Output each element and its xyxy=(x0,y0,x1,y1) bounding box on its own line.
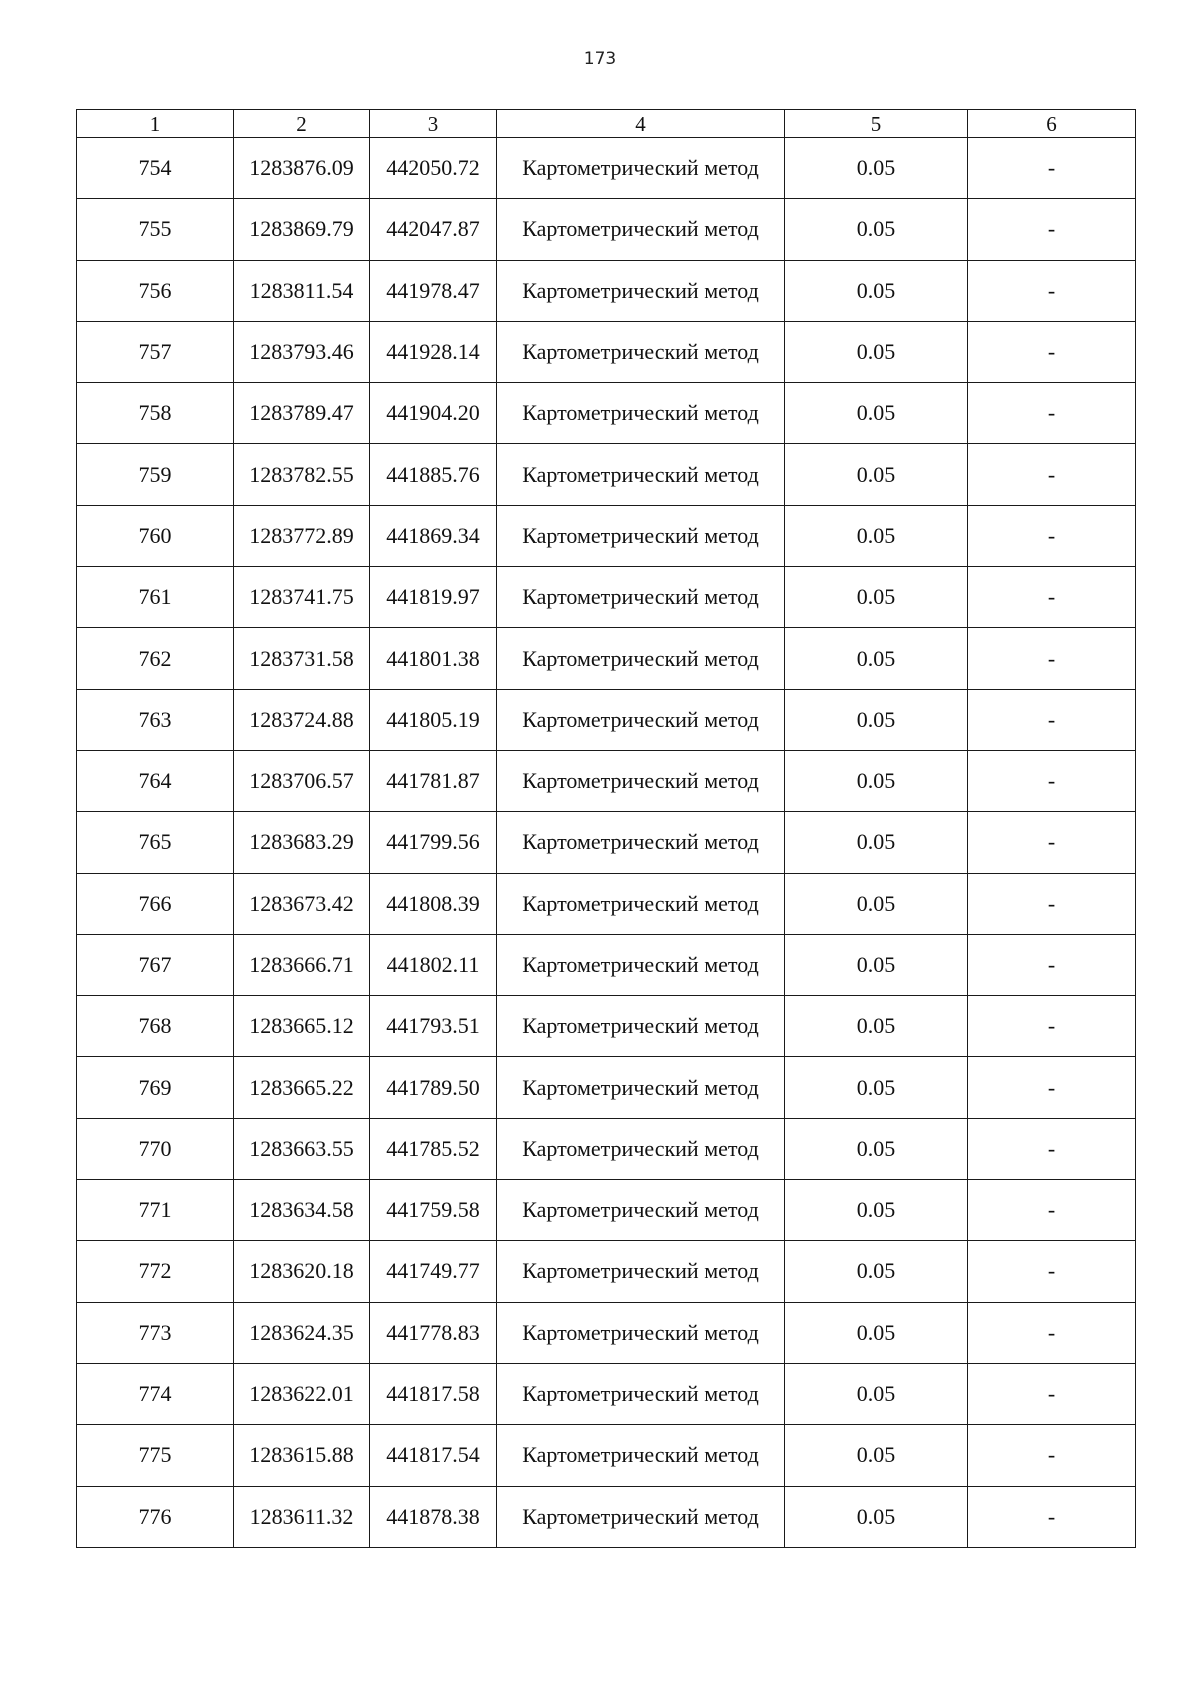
method-cell: Картометрический метод xyxy=(497,321,785,382)
accuracy-cell: 0.05 xyxy=(785,383,968,444)
point-number-cell: 764 xyxy=(77,750,234,811)
y-coordinate-cell: 441793.51 xyxy=(370,996,497,1057)
table-row xyxy=(77,689,1136,750)
note-cell: - xyxy=(968,628,1136,689)
point-number-cell: 771 xyxy=(77,1180,234,1241)
y-coordinate-cell: 441749.77 xyxy=(370,1241,497,1302)
point-number-cell: 772 xyxy=(77,1241,234,1302)
y-coordinate-cell: 441789.50 xyxy=(370,1057,497,1118)
y-coordinate-cell: 441819.97 xyxy=(370,567,497,628)
y-coordinate-cell: 442047.87 xyxy=(370,199,497,260)
accuracy-cell: 0.05 xyxy=(785,1180,968,1241)
accuracy-cell: 0.05 xyxy=(785,567,968,628)
accuracy-cell: 0.05 xyxy=(785,199,968,260)
point-number-cell: 765 xyxy=(77,812,234,873)
note-cell: - xyxy=(968,1302,1136,1363)
x-coordinate-cell: 1283665.22 xyxy=(234,1057,370,1118)
accuracy-cell: 0.05 xyxy=(785,996,968,1057)
table-row xyxy=(77,505,1136,566)
table-row xyxy=(77,1302,1136,1363)
y-coordinate-cell: 441801.38 xyxy=(370,628,497,689)
point-number-cell: 757 xyxy=(77,321,234,382)
table-body xyxy=(77,138,1136,1548)
y-coordinate-cell: 441785.52 xyxy=(370,1118,497,1179)
x-coordinate-cell: 1283615.88 xyxy=(234,1425,370,1486)
y-coordinate-cell: 441978.47 xyxy=(370,260,497,321)
x-coordinate-cell: 1283741.75 xyxy=(234,567,370,628)
method-cell: Картометрический метод xyxy=(497,260,785,321)
y-coordinate-cell: 441778.83 xyxy=(370,1302,497,1363)
accuracy-cell: 0.05 xyxy=(785,321,968,382)
y-coordinate-cell: 441904.20 xyxy=(370,383,497,444)
y-coordinate-cell: 441869.34 xyxy=(370,505,497,566)
method-cell: Картометрический метод xyxy=(497,873,785,934)
header-col-6: 6 xyxy=(968,110,1136,138)
table-row xyxy=(77,1057,1136,1118)
method-cell: Картометрический метод xyxy=(497,1241,785,1302)
note-cell: - xyxy=(968,321,1136,382)
method-cell: Картометрический метод xyxy=(497,750,785,811)
header-col-5: 5 xyxy=(785,110,968,138)
note-cell: - xyxy=(968,812,1136,873)
method-cell: Картометрический метод xyxy=(497,812,785,873)
table-row xyxy=(77,138,1136,199)
method-cell: Картометрический метод xyxy=(497,1486,785,1547)
x-coordinate-cell: 1283624.35 xyxy=(234,1302,370,1363)
method-cell: Картометрический метод xyxy=(497,996,785,1057)
point-number-cell: 756 xyxy=(77,260,234,321)
note-cell: - xyxy=(968,260,1136,321)
x-coordinate-cell: 1283772.89 xyxy=(234,505,370,566)
note-cell: - xyxy=(968,873,1136,934)
point-number-cell: 763 xyxy=(77,689,234,750)
method-cell: Картометрический метод xyxy=(497,689,785,750)
x-coordinate-cell: 1283724.88 xyxy=(234,689,370,750)
method-cell: Картометрический метод xyxy=(497,628,785,689)
accuracy-cell: 0.05 xyxy=(785,1363,968,1424)
point-number-cell: 774 xyxy=(77,1363,234,1424)
table-row xyxy=(77,750,1136,811)
y-coordinate-cell: 441799.56 xyxy=(370,812,497,873)
method-cell: Картометрический метод xyxy=(497,199,785,260)
note-cell: - xyxy=(968,199,1136,260)
accuracy-cell: 0.05 xyxy=(785,260,968,321)
table-row xyxy=(77,1180,1136,1241)
point-number-cell: 776 xyxy=(77,1486,234,1547)
method-cell: Картометрический метод xyxy=(497,505,785,566)
point-number-cell: 769 xyxy=(77,1057,234,1118)
accuracy-cell: 0.05 xyxy=(785,1425,968,1486)
header-col-2: 2 xyxy=(234,110,370,138)
method-cell: Картометрический метод xyxy=(497,1363,785,1424)
y-coordinate-cell: 441817.58 xyxy=(370,1363,497,1424)
method-cell: Картометрический метод xyxy=(497,1302,785,1363)
table-row xyxy=(77,567,1136,628)
point-number-cell: 768 xyxy=(77,996,234,1057)
accuracy-cell: 0.05 xyxy=(785,873,968,934)
y-coordinate-cell: 441802.11 xyxy=(370,934,497,995)
note-cell: - xyxy=(968,1486,1136,1547)
table-row xyxy=(77,996,1136,1057)
accuracy-cell: 0.05 xyxy=(785,628,968,689)
point-number-cell: 758 xyxy=(77,383,234,444)
x-coordinate-cell: 1283811.54 xyxy=(234,260,370,321)
table-row xyxy=(77,812,1136,873)
method-cell: Картометрический метод xyxy=(497,567,785,628)
x-coordinate-cell: 1283622.01 xyxy=(234,1363,370,1424)
accuracy-cell: 0.05 xyxy=(785,689,968,750)
note-cell: - xyxy=(968,1241,1136,1302)
table-row xyxy=(77,1486,1136,1547)
method-cell: Картометрический метод xyxy=(497,934,785,995)
x-coordinate-cell: 1283683.29 xyxy=(234,812,370,873)
point-number-cell: 770 xyxy=(77,1118,234,1179)
accuracy-cell: 0.05 xyxy=(785,138,968,199)
x-coordinate-cell: 1283706.57 xyxy=(234,750,370,811)
y-coordinate-cell: 441808.39 xyxy=(370,873,497,934)
table-row xyxy=(77,628,1136,689)
accuracy-cell: 0.05 xyxy=(785,1241,968,1302)
point-number-cell: 761 xyxy=(77,567,234,628)
note-cell: - xyxy=(968,567,1136,628)
note-cell: - xyxy=(968,138,1136,199)
method-cell: Картометрический метод xyxy=(497,1425,785,1486)
header-col-3: 3 xyxy=(370,110,497,138)
note-cell: - xyxy=(968,1363,1136,1424)
method-cell: Картометрический метод xyxy=(497,444,785,505)
table-row xyxy=(77,873,1136,934)
note-cell: - xyxy=(968,1180,1136,1241)
accuracy-cell: 0.05 xyxy=(785,444,968,505)
point-number-cell: 775 xyxy=(77,1425,234,1486)
header-col-4: 4 xyxy=(497,110,785,138)
y-coordinate-cell: 441885.76 xyxy=(370,444,497,505)
header-col-1: 1 xyxy=(77,110,234,138)
x-coordinate-cell: 1283793.46 xyxy=(234,321,370,382)
y-coordinate-cell: 442050.72 xyxy=(370,138,497,199)
point-number-cell: 760 xyxy=(77,505,234,566)
point-number-cell: 762 xyxy=(77,628,234,689)
point-number-cell: 767 xyxy=(77,934,234,995)
note-cell: - xyxy=(968,1425,1136,1486)
note-cell: - xyxy=(968,750,1136,811)
note-cell: - xyxy=(968,1057,1136,1118)
note-cell: - xyxy=(968,444,1136,505)
x-coordinate-cell: 1283731.58 xyxy=(234,628,370,689)
method-cell: Картометрический метод xyxy=(497,1118,785,1179)
note-cell: - xyxy=(968,383,1136,444)
x-coordinate-cell: 1283789.47 xyxy=(234,383,370,444)
y-coordinate-cell: 441817.54 xyxy=(370,1425,497,1486)
y-coordinate-cell: 441781.87 xyxy=(370,750,497,811)
method-cell: Картометрический метод xyxy=(497,1180,785,1241)
header-row xyxy=(77,110,1136,138)
x-coordinate-cell: 1283663.55 xyxy=(234,1118,370,1179)
note-cell: - xyxy=(968,505,1136,566)
method-cell: Картометрический метод xyxy=(497,138,785,199)
accuracy-cell: 0.05 xyxy=(785,1486,968,1547)
point-number-cell: 755 xyxy=(77,199,234,260)
x-coordinate-cell: 1283611.32 xyxy=(234,1486,370,1547)
table-row xyxy=(77,934,1136,995)
accuracy-cell: 0.05 xyxy=(785,505,968,566)
table-header xyxy=(77,110,1136,138)
x-coordinate-cell: 1283876.09 xyxy=(234,138,370,199)
y-coordinate-cell: 441928.14 xyxy=(370,321,497,382)
table-row xyxy=(77,383,1136,444)
table-row xyxy=(77,321,1136,382)
point-number-cell: 759 xyxy=(77,444,234,505)
x-coordinate-cell: 1283673.42 xyxy=(234,873,370,934)
point-number-cell: 754 xyxy=(77,138,234,199)
x-coordinate-cell: 1283666.71 xyxy=(234,934,370,995)
accuracy-cell: 0.05 xyxy=(785,1118,968,1179)
note-cell: - xyxy=(968,689,1136,750)
table-row xyxy=(77,1241,1136,1302)
note-cell: - xyxy=(968,1118,1136,1179)
table-row xyxy=(77,199,1136,260)
accuracy-cell: 0.05 xyxy=(785,1302,968,1363)
table-row xyxy=(77,1118,1136,1179)
page-number: 173 xyxy=(583,49,617,69)
y-coordinate-cell: 441759.58 xyxy=(370,1180,497,1241)
table-row xyxy=(77,260,1136,321)
table-row xyxy=(77,1363,1136,1424)
note-cell: - xyxy=(968,996,1136,1057)
x-coordinate-cell: 1283620.18 xyxy=(234,1241,370,1302)
accuracy-cell: 0.05 xyxy=(785,1057,968,1118)
method-cell: Картометрический метод xyxy=(497,1057,785,1118)
x-coordinate-cell: 1283782.55 xyxy=(234,444,370,505)
method-cell: Картометрический метод xyxy=(497,383,785,444)
x-coordinate-cell: 1283665.12 xyxy=(234,996,370,1057)
note-cell: - xyxy=(968,934,1136,995)
table-row xyxy=(77,1425,1136,1486)
x-coordinate-cell: 1283634.58 xyxy=(234,1180,370,1241)
y-coordinate-cell: 441805.19 xyxy=(370,689,497,750)
accuracy-cell: 0.05 xyxy=(785,750,968,811)
accuracy-cell: 0.05 xyxy=(785,934,968,995)
point-number-cell: 766 xyxy=(77,873,234,934)
point-number-cell: 773 xyxy=(77,1302,234,1363)
x-coordinate-cell: 1283869.79 xyxy=(234,199,370,260)
coordinates-table xyxy=(76,109,1136,1548)
accuracy-cell: 0.05 xyxy=(785,812,968,873)
table-row xyxy=(77,444,1136,505)
y-coordinate-cell: 441878.38 xyxy=(370,1486,497,1547)
